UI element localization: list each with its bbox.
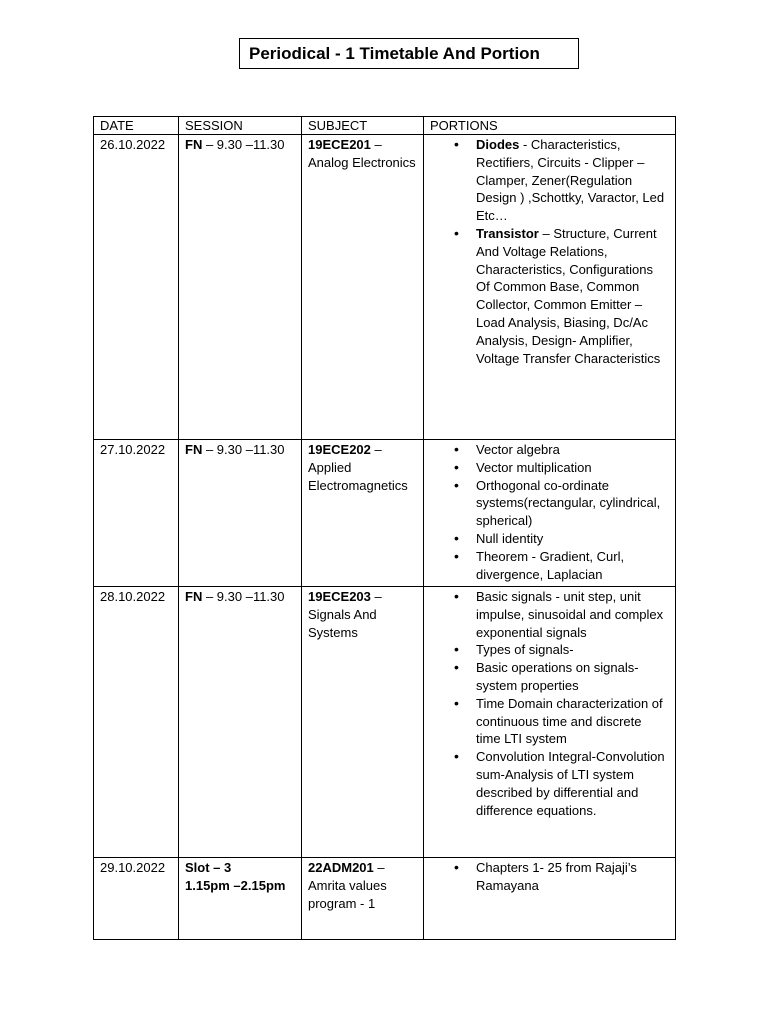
header-subject: SUBJECT bbox=[302, 117, 424, 135]
session-time: 1.15pm –2.15pm bbox=[185, 877, 286, 893]
subject-cell bbox=[302, 587, 424, 858]
session-label: FN bbox=[185, 137, 203, 152]
portion-text: – Structure, Current And Voltage Relations, Characteristics, Configurations Of Common Base, Common Collector, Common Emitter – Load Analysis, Biasing, Dc/Ac Analysis, Design- Amplifier, Voltage Transfer Characteristics bbox=[476, 225, 661, 366]
session-cell bbox=[179, 135, 302, 440]
subject-cell bbox=[302, 135, 424, 440]
portion-key: Transistor bbox=[476, 225, 539, 241]
subject-code: 22ADM201 bbox=[308, 860, 374, 875]
table-row bbox=[94, 587, 676, 858]
table-row bbox=[94, 858, 676, 940]
session-time: – 9.30 –11.30 bbox=[202, 137, 285, 152]
list-item: • Orthogonal co-ordinate systems(rectangular, cylindrical, spherical) bbox=[476, 477, 669, 530]
list-item: • Vector multiplication bbox=[476, 459, 669, 477]
subject-name: – Signals And Systems bbox=[308, 589, 382, 640]
portions-list bbox=[430, 588, 669, 819]
list-item: • Vector algebra bbox=[476, 441, 669, 459]
date-cell: 28.10.2022 bbox=[94, 587, 179, 858]
list-item: • Null identity bbox=[476, 530, 669, 548]
portions-list bbox=[430, 136, 669, 367]
session-cell bbox=[179, 858, 302, 940]
date-cell: 29.10.2022 bbox=[94, 858, 179, 940]
subject-code: 19ECE202 bbox=[308, 442, 371, 457]
subject-code: 19ECE201 bbox=[308, 137, 371, 152]
session-time: – 9.30 –11.30 bbox=[202, 589, 285, 604]
portions-list bbox=[430, 859, 669, 895]
list-item: • Basic operations on signals-system properties bbox=[476, 659, 669, 695]
header-portions: PORTIONS bbox=[424, 117, 676, 135]
timetable bbox=[93, 116, 676, 940]
portion-text: - Characteristics, Rectifiers, Circuits - Clipper – Clamper, Zener(Regulation Design ) ,Schottky, Varactor, Led Etc… bbox=[476, 137, 665, 224]
session-label: FN bbox=[185, 442, 203, 457]
subject-name: – Analog Electronics bbox=[308, 137, 416, 170]
list-item bbox=[476, 136, 669, 225]
session-label: Slot – 3 bbox=[185, 860, 232, 875]
list-item: • Types of signals- bbox=[476, 641, 669, 659]
page-title: Periodical - 1 Timetable And Portion bbox=[239, 38, 579, 69]
portion-key: Diodes bbox=[476, 137, 520, 152]
session-time: – 9.30 –11.30 bbox=[202, 442, 285, 457]
portions-cell bbox=[424, 858, 676, 940]
list-item: • Chapters 1- 25 from Rajaji’s Ramayana bbox=[476, 859, 669, 895]
header-date: DATE bbox=[94, 117, 179, 135]
subject-code: 19ECE203 bbox=[308, 589, 371, 604]
list-item: • Time Domain characterization of continuous time and discrete time LTI system bbox=[476, 695, 669, 748]
portions-cell bbox=[424, 440, 676, 587]
table-row bbox=[94, 135, 676, 440]
session-label: FN bbox=[185, 589, 203, 604]
date-cell: 27.10.2022 bbox=[94, 440, 179, 587]
subject-cell bbox=[302, 440, 424, 587]
list-item: • Basic signals - unit step, unit impulse, sinusoidal and complex exponential signals bbox=[476, 588, 669, 641]
portions-list bbox=[430, 441, 669, 583]
date-cell: 26.10.2022 bbox=[94, 135, 179, 440]
portions-cell bbox=[424, 587, 676, 858]
subject-name: – Applied Electromagnetics bbox=[308, 442, 408, 493]
subject-cell bbox=[302, 858, 424, 940]
session-cell bbox=[179, 587, 302, 858]
subject-name: – Amrita values program - 1 bbox=[308, 860, 387, 911]
list-item: • Convolution Integral-Convolution sum-Analysis of LTI system described by differential and difference equations. bbox=[476, 748, 669, 819]
session-cell bbox=[179, 440, 302, 587]
table-header-row bbox=[94, 117, 676, 135]
table-row bbox=[94, 440, 676, 587]
header-session: SESSION bbox=[179, 117, 302, 135]
list-item: • Theorem - Gradient, Curl, divergence, Laplacian bbox=[476, 548, 669, 584]
list-item bbox=[476, 225, 669, 367]
portions-cell bbox=[424, 135, 676, 440]
